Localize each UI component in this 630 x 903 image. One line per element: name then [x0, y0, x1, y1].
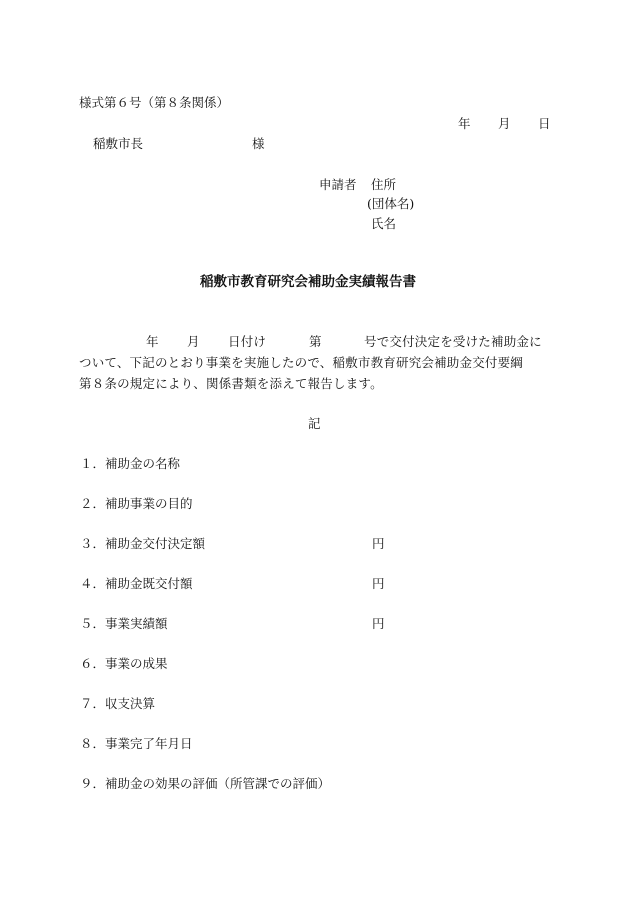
item-number: ６． — [80, 656, 106, 671]
item-label: 事業実績額 — [105, 616, 168, 631]
item-label: 補助事業の目的 — [105, 496, 193, 511]
item-label: 補助金の名称 — [105, 456, 181, 471]
body-line2: ついて、下記のとおり事業を実施したので、稲敷市教育研究会補助金交付要綱 — [79, 355, 524, 370]
item-label: 収支決算 — [105, 696, 156, 711]
list-item — [80, 658, 168, 671]
list-item — [80, 498, 193, 511]
applicant-label: 申請者 — [319, 177, 357, 192]
document-title: 稲敷市教育研究会補助金実績報告書 — [200, 274, 416, 290]
item-label: 事業の成果 — [105, 656, 168, 671]
item-unit-yen: 円 — [372, 616, 385, 631]
body-date-suffix: 日付け — [228, 334, 267, 349]
item-label: 補助金交付決定額 — [105, 536, 206, 551]
applicant-address-label: 住所 — [371, 177, 397, 192]
item-unit-yen: 円 — [372, 576, 385, 591]
applicant-organization-label: (団体名) — [367, 196, 415, 211]
list-item — [80, 618, 168, 631]
date-day-label: 日 — [538, 116, 551, 131]
body-number-prefix: 第 — [309, 334, 322, 349]
addressee-name: 稲敷市長 — [93, 136, 144, 151]
ki-heading: 記 — [308, 416, 321, 431]
item-number: ３． — [80, 536, 106, 551]
item-number: ８． — [80, 736, 106, 751]
item-number: ２． — [80, 496, 106, 511]
list-item — [80, 738, 193, 751]
item-number: ７． — [80, 696, 106, 711]
list-item — [80, 778, 330, 791]
date-month-label: 月 — [498, 116, 511, 131]
date-year-label: 年 — [458, 116, 471, 131]
item-number: ９． — [80, 776, 106, 791]
list-item — [80, 578, 193, 591]
body-month: 月 — [187, 334, 200, 349]
item-label: 事業完了年月日 — [105, 736, 193, 751]
item-number: ５． — [80, 616, 106, 631]
body-line3: 第８条の規定により、関係書類を添えて報告します。 — [79, 376, 383, 391]
form-number: 様式第６号（第８条関係） — [79, 95, 230, 110]
list-item — [80, 458, 180, 471]
item-number: １． — [80, 456, 106, 471]
item-label: 補助金の効果の評価（所管課での評価） — [105, 776, 331, 791]
body-year: 年 — [146, 334, 159, 349]
list-item — [80, 698, 155, 711]
applicant-name-label: 氏名 — [371, 216, 397, 231]
addressee-honorific: 様 — [252, 136, 265, 151]
list-item — [80, 538, 205, 551]
item-number: ４． — [80, 576, 106, 591]
item-label: 補助金既交付額 — [105, 576, 193, 591]
body-line1-tail: 号で交付決定を受けた補助金に — [364, 334, 542, 349]
item-unit-yen: 円 — [372, 536, 385, 551]
